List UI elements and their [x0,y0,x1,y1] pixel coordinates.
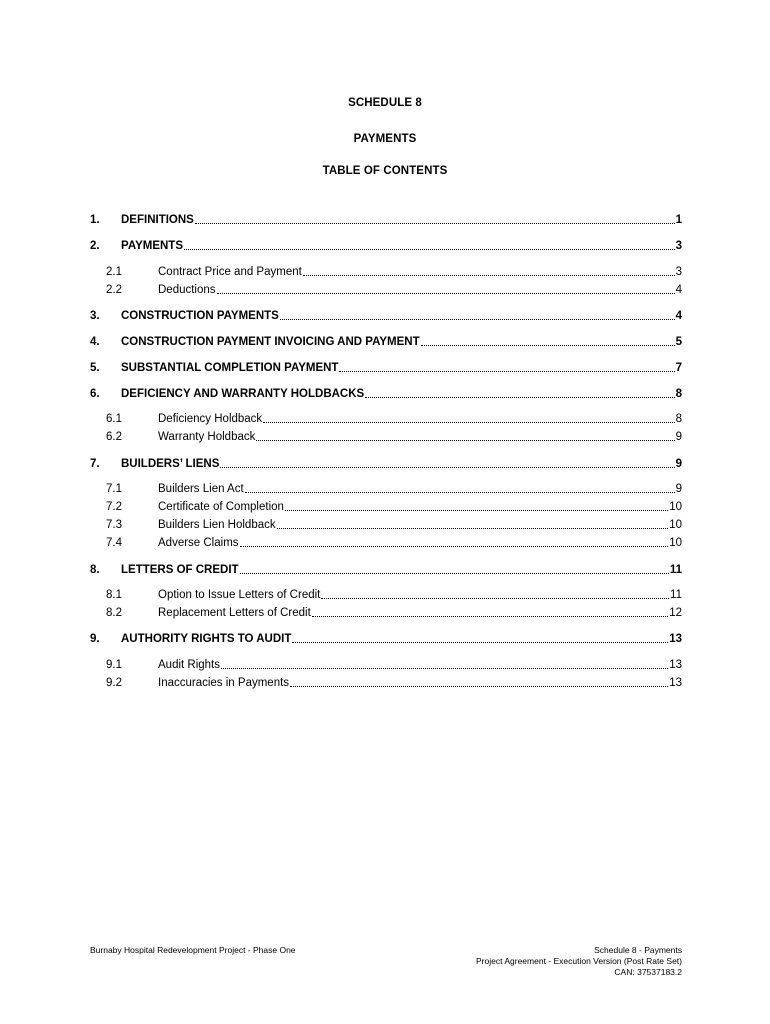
toc-entry-title: Adverse Claims [158,537,239,549]
toc-entry-title: Certificate of Completion [158,501,284,513]
toc-entry-page: 11 [669,564,682,576]
toc-entry-page: 13 [669,659,682,671]
toc-entry[interactable] [90,501,682,517]
toc-dot-leader [263,413,674,423]
toc-entry[interactable] [90,336,682,352]
toc-entry-page: 8 [675,388,682,400]
toc-entry-number: 7.2 [106,501,122,513]
toc-dot-leader [240,564,669,574]
toc-dot-leader [221,659,668,669]
toc-entry-page: 8 [675,413,682,425]
footer-schedule: Schedule 8 - Payments [594,945,682,955]
toc-dot-leader [195,214,675,224]
toc-entry-page: 13 [669,677,682,689]
toc-entry-number: 8.1 [106,589,122,601]
toc-entry[interactable] [90,362,682,378]
schedule-heading: SCHEDULE 8 [348,97,422,109]
toc-entry-page: 9 [675,458,682,470]
toc-entry-page: 3 [675,240,682,252]
toc-entry[interactable] [90,413,682,429]
toc-dot-leader [277,519,669,529]
toc-entry[interactable] [90,388,682,404]
toc-entry-title: Contract Price and Payment [158,266,302,278]
toc-entry-title: Option to Issue Letters of Credit [158,589,321,601]
toc-dot-leader [365,388,674,398]
footer-can: CAN: 37537183.2 [614,967,682,977]
payments-heading: PAYMENTS [353,133,417,145]
toc-entry-page: 10 [669,537,682,549]
toc-entry-page: 9 [675,431,682,443]
toc-entry-title: Audit Rights [158,659,221,671]
toc-entry-page: 13 [669,633,682,645]
toc-entry[interactable] [90,607,682,623]
toc-entry-number: 8. [90,564,100,576]
toc-dot-leader [217,284,675,294]
toc-dot-leader [245,483,675,493]
toc-dot-leader [312,607,668,617]
toc-entry-number: 6.1 [106,413,122,425]
toc-entry-number: 7. [90,458,100,470]
toc-entry-number: 7.4 [106,537,122,549]
toc-entry[interactable] [90,659,682,675]
toc-entry-page: 10 [669,501,682,513]
toc-dot-leader [421,336,675,346]
toc-entry-number: 6. [90,388,100,400]
toc-dot-leader [339,362,674,372]
toc-entry-title: CONSTRUCTION PAYMENT INVOICING AND PAYMENT [121,336,420,348]
footer-document-info [476,945,682,978]
footer-project-name: Burnaby Hospital Redevelopment Project - Phase One [90,945,296,955]
toc-entry-number: 9.1 [106,659,122,671]
toc-entry[interactable] [90,284,682,300]
toc-entry-number: 9. [90,633,100,645]
toc-entry-number: 2. [90,240,100,252]
toc-entry-page: 4 [675,284,682,296]
toc-dot-leader [285,501,668,511]
toc-entry-number: 2.2 [106,284,122,296]
toc-entry-page: 9 [675,483,682,495]
toc-entry-title: Inaccuracies in Payments [158,677,290,689]
toc-entry-title: CONSTRUCTION PAYMENTS [121,310,279,322]
toc-entry-title: PAYMENTS [121,240,183,252]
toc-entry-title: Builders Lien Act [158,483,244,495]
toc-entry-title: Warranty Holdback [158,431,256,443]
toc-dot-leader [290,677,668,687]
toc-entry-page: 5 [675,336,682,348]
footer-version: Project Agreement - Execution Version (Post Rate Set) [476,956,682,966]
toc-dot-leader [240,537,669,547]
toc-entry[interactable] [90,310,682,326]
toc-entry-title: Deficiency Holdback [158,413,263,425]
toc-entry-number: 5. [90,362,100,374]
toc-entry[interactable] [90,431,682,447]
toc-entry-page: 12 [669,607,682,619]
toc-entry-number: 8.2 [106,607,122,619]
toc-entry-page: 4 [675,310,682,322]
toc-entry-title: AUTHORITY RIGHTS TO AUDIT [121,633,292,645]
toc-entry[interactable] [90,483,682,499]
toc-entry[interactable] [90,214,682,230]
toc-entry-title: Replacement Letters of Credit [158,607,311,619]
toc-entry-page: 11 [670,589,682,601]
toc-entry-title: DEFINITIONS [121,214,194,226]
toc-entry[interactable] [90,537,682,553]
toc-entry-number: 3. [90,310,100,322]
toc-entry-page: 10 [669,519,682,531]
toc-entry-title: Deductions [158,284,216,296]
toc-entry-title: SUBSTANTIAL COMPLETION PAYMENT [121,362,339,374]
toc-entry[interactable] [90,677,682,693]
toc-entry[interactable] [90,519,682,535]
toc-dot-leader [256,431,674,441]
toc-entry[interactable] [90,589,682,605]
toc-dot-leader [184,240,675,250]
toc-entry-page: 3 [675,266,682,278]
toc-entry-number: 6.2 [106,431,122,443]
toc-entry-page: 1 [675,214,682,226]
toc-entry[interactable] [90,240,682,256]
toc-entry-number: 9.2 [106,677,122,689]
toc-entry-title: LETTERS OF CREDIT [121,564,239,576]
toc-entry[interactable] [90,633,682,649]
toc-entry[interactable] [90,266,682,282]
toc-heading: TABLE OF CONTENTS [322,165,448,177]
toc-dot-leader [303,266,675,276]
toc-entry-number: 4. [90,336,100,348]
toc-dot-leader [321,589,669,599]
toc-entry[interactable] [90,564,682,580]
toc-dot-leader [292,633,668,643]
toc-entry[interactable] [90,458,682,474]
toc-entry-title: BUILDERS’ LIENS [121,458,220,470]
toc-entry-number: 7.1 [106,483,122,495]
toc-dot-leader [220,458,674,468]
toc-entry-number: 2.1 [106,266,122,278]
toc-entry-title: DEFICIENCY AND WARRANTY HOLDBACKS [121,388,365,400]
toc-entry-number: 1. [90,214,100,226]
toc-dot-leader [280,310,675,320]
toc-entry-page: 7 [675,362,682,374]
toc-entry-title: Builders Lien Holdback [158,519,276,531]
toc-entry-number: 7.3 [106,519,122,531]
